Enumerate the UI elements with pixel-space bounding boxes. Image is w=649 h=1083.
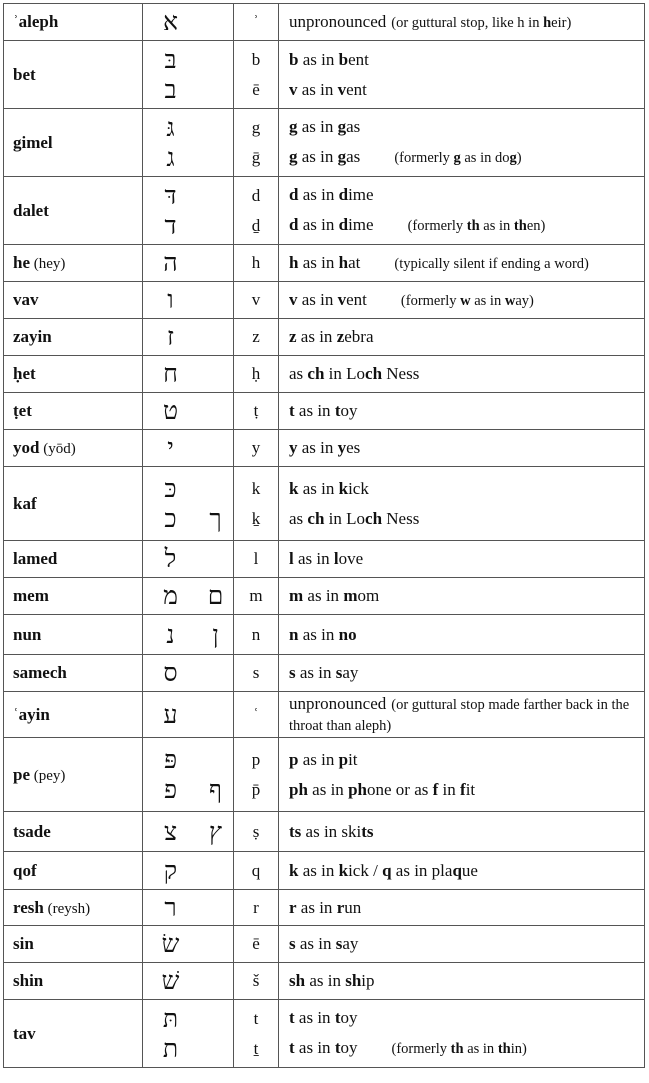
hebrew-alphabet-table — [3, 3, 645, 1068]
letter-name: mem — [13, 586, 49, 605]
pronunciation-line — [289, 745, 644, 775]
transliteration: ḥ — [251, 364, 261, 383]
hebrew-glyph-cell — [143, 615, 234, 655]
pronunciation-cell — [279, 282, 645, 319]
letter-name-cell — [4, 356, 143, 393]
transliteration-cell — [234, 738, 279, 812]
transliteration: d — [251, 185, 261, 205]
letter-name-cell — [4, 393, 143, 430]
letter-name-cell — [4, 245, 143, 282]
hebrew-glyph-cell — [143, 692, 234, 738]
pronunciation-note: (typically silent if ending a word) — [394, 255, 589, 272]
table-row — [4, 319, 645, 356]
pronunciation-line — [289, 625, 644, 645]
transliteration-cell — [234, 467, 279, 541]
letter-name: lamed — [13, 549, 58, 568]
letter-name-cell — [4, 109, 143, 177]
hebrew-letter: ת — [162, 1033, 179, 1063]
letter-name: tsade — [13, 821, 51, 841]
hebrew-letter: כּ — [164, 473, 177, 503]
letter-name-cell — [4, 655, 143, 692]
hebrew-letter: נ — [166, 619, 175, 649]
transliteration-cell — [234, 852, 279, 890]
hebrew-glyph-cell — [143, 812, 234, 852]
pronunciation-cell — [279, 812, 645, 852]
pronunciation-text: sh as in ship — [289, 971, 375, 990]
hebrew-glyph-cell — [143, 356, 234, 393]
table-row — [4, 393, 645, 430]
pronunciation-text: r as in run — [289, 897, 362, 917]
transliteration: ʾ — [253, 12, 259, 31]
transliteration-cell — [234, 319, 279, 356]
pronunciation-cell — [279, 393, 645, 430]
transliteration: t — [253, 1008, 259, 1028]
table-row — [4, 578, 645, 615]
hebrew-letter: פ — [163, 774, 178, 804]
pronunciation-line — [289, 210, 644, 241]
pronunciation-text: d as in dime — [289, 215, 374, 234]
letter-name: qof — [13, 860, 37, 880]
pronunciation-line — [289, 112, 644, 142]
table-row — [4, 692, 645, 738]
transliteration-cell — [234, 655, 279, 692]
letter-name-cell — [4, 692, 143, 738]
letter-name: yod — [13, 438, 40, 457]
table-row — [4, 541, 645, 578]
pronunciation-cell — [279, 963, 645, 1000]
table-row — [4, 812, 645, 852]
transliteration: s — [252, 663, 260, 682]
transliteration: ṭ — [253, 401, 259, 420]
pronunciation-line — [289, 694, 644, 736]
pronunciation-cell — [279, 655, 645, 692]
pronunciation-text: as ch in Loch Ness — [289, 364, 420, 383]
hebrew-letter: שׁ — [161, 966, 180, 995]
letter-name-cell — [4, 812, 143, 852]
letter-name-cell — [4, 1000, 143, 1068]
hebrew-letter: ר — [164, 892, 177, 922]
letter-name: resh — [13, 897, 44, 917]
transliteration-cell — [234, 245, 279, 282]
pronunciation-text: z as in zebra — [289, 327, 374, 346]
pronunciation-line — [289, 75, 644, 105]
letter-name: sin — [13, 934, 34, 953]
hebrew-letter: דּ — [164, 180, 177, 210]
hebrew-glyph-cell — [143, 926, 234, 963]
letter-name: gimel — [13, 132, 53, 152]
hebrew-letter: ל — [164, 544, 177, 573]
transliteration-cell — [234, 926, 279, 963]
letter-name: zayin — [13, 327, 52, 346]
hebrew-letter: כ — [164, 503, 177, 533]
transliteration-cell — [234, 963, 279, 1000]
pronunciation-cell — [279, 319, 645, 356]
letter-name-cell — [4, 738, 143, 812]
table-row — [4, 282, 645, 319]
pronunciation-text: g as in gas — [289, 117, 361, 136]
letter-name-cell — [4, 541, 143, 578]
pronunciation-line — [289, 253, 644, 274]
transliteration-cell — [234, 578, 279, 615]
transliteration-cell — [234, 890, 279, 926]
letter-name: ṭet — [13, 401, 32, 420]
pronunciation-cell — [279, 356, 645, 393]
hebrew-glyph-cell — [143, 1000, 234, 1068]
pronunciation-text: s as in say — [289, 934, 359, 953]
hebrew-glyph-cell — [143, 177, 234, 245]
hebrew-letter: א — [162, 7, 178, 36]
hebrew-letter: ו — [167, 285, 174, 314]
pronunciation-line — [289, 898, 644, 918]
letter-name-alt: (pey) — [30, 767, 66, 784]
table-row — [4, 655, 645, 692]
pronunciation-text: p as in pit — [289, 749, 358, 769]
table-row — [4, 41, 645, 109]
hebrew-glyph-cell — [143, 393, 234, 430]
pronunciation-text: k as in kick / q as in plaque — [289, 860, 478, 880]
transliteration-cell — [234, 812, 279, 852]
table-row — [4, 852, 645, 890]
hebrew-letter: פּ — [163, 744, 178, 774]
pronunciation-text: n as in no — [289, 624, 357, 644]
pronunciation-cell — [279, 245, 645, 282]
transliteration-cell — [234, 177, 279, 245]
letter-name: ʾaleph — [13, 12, 59, 31]
pronunciation-text: h as in hat — [289, 252, 361, 272]
pronunciation-line — [289, 364, 644, 384]
pronunciation-note: (formerly g as in dog) — [394, 150, 522, 166]
pronunciation-cell — [279, 541, 645, 578]
hebrew-letter: ס — [163, 658, 178, 687]
pronunciation-text: k as in kick — [289, 478, 369, 498]
transliteration: ṣ — [252, 821, 260, 841]
pronunciation-cell — [279, 177, 645, 245]
transliteration: ṯ — [253, 1038, 259, 1058]
pronunciation-line — [289, 12, 644, 33]
letter-name: tav — [13, 1023, 36, 1043]
letter-name-cell — [4, 41, 143, 109]
letter-name-cell — [4, 4, 143, 41]
letter-name: bet — [13, 64, 36, 84]
transliteration: ʿ — [253, 704, 259, 724]
hebrew-glyph-cell — [143, 890, 234, 926]
pronunciation-text: as ch in Loch Ness — [289, 508, 420, 528]
table-row — [4, 926, 645, 963]
hebrew-letter: ב — [164, 74, 177, 104]
transliteration-cell — [234, 692, 279, 738]
pronunciation-line — [289, 401, 644, 421]
hebrew-final-form: ך — [209, 503, 222, 533]
pronunciation-text: unpronounced — [289, 11, 387, 31]
hebrew-glyph-cell — [143, 430, 234, 467]
table-row — [4, 963, 645, 1000]
letter-name-alt: (reysh) — [43, 900, 91, 917]
pronunciation-text: d as in dime — [289, 185, 374, 204]
letter-name-cell — [4, 615, 143, 655]
hebrew-glyph-cell — [143, 655, 234, 692]
hebrew-glyph-cell — [143, 578, 234, 615]
letter-name: he — [13, 253, 30, 272]
transliteration-cell — [234, 4, 279, 41]
pronunciation-cell — [279, 109, 645, 177]
pronunciation-text: ph as in phone or as f in fit — [289, 779, 476, 799]
letter-name-cell — [4, 852, 143, 890]
hebrew-letter: גּ — [166, 112, 175, 142]
hebrew-final-form: ץ — [208, 816, 223, 846]
table-body — [4, 4, 645, 1068]
hebrew-letter: ה — [163, 248, 178, 277]
hebrew-glyph-cell — [143, 319, 234, 356]
table-row — [4, 615, 645, 655]
letter-name-cell — [4, 578, 143, 615]
hebrew-glyph-cell — [143, 41, 234, 109]
hebrew-final-form: ן — [212, 619, 219, 649]
pronunciation-cell — [279, 1000, 645, 1068]
pronunciation-line — [289, 180, 644, 210]
pronunciation-note: (formerly th as in thin) — [391, 1041, 527, 1057]
pronunciation-text: y as in yes — [289, 438, 361, 457]
table-row — [4, 109, 645, 177]
transliteration: m — [249, 586, 263, 605]
pronunciation-text: unpronounced — [289, 693, 387, 713]
table-row — [4, 245, 645, 282]
letter-name: samech — [13, 663, 67, 682]
transliteration-cell — [234, 393, 279, 430]
pronunciation-cell — [279, 926, 645, 963]
letter-name-cell — [4, 319, 143, 356]
pronunciation-cell — [279, 430, 645, 467]
pronunciation-text: g as in gas — [289, 147, 361, 166]
pronunciation-line — [289, 45, 644, 75]
transliteration: h — [251, 253, 261, 272]
transliteration-cell — [234, 282, 279, 319]
transliteration: y — [251, 438, 261, 457]
pronunciation-line — [289, 1003, 644, 1033]
hebrew-final-form: ם — [207, 581, 224, 610]
hebrew-glyph-cell — [143, 282, 234, 319]
transliteration: l — [253, 549, 259, 568]
letter-name: kaf — [13, 493, 37, 513]
letter-name-cell — [4, 282, 143, 319]
pronunciation-line — [289, 549, 644, 569]
hebrew-letter: ד — [164, 210, 177, 240]
pronunciation-text: t as in toy — [289, 401, 358, 420]
hebrew-letter: ג — [166, 142, 175, 172]
hebrew-final-form: ף — [209, 774, 222, 804]
hebrew-letter: ק — [163, 855, 178, 885]
hebrew-letter: מ — [163, 581, 178, 610]
letter-name-cell — [4, 926, 143, 963]
hebrew-letter: ח — [163, 359, 178, 388]
transliteration-cell — [234, 430, 279, 467]
transliteration: ḵ — [251, 508, 261, 528]
letter-name: ḥet — [13, 364, 36, 383]
table-row — [4, 1000, 645, 1068]
table-row — [4, 430, 645, 467]
pronunciation-line — [289, 142, 644, 173]
letter-name: vav — [13, 290, 39, 309]
transliteration: q — [251, 860, 261, 880]
pronunciation-text: ts as in skits — [289, 821, 374, 841]
table-row — [4, 738, 645, 812]
hebrew-glyph-cell — [143, 963, 234, 1000]
pronunciation-note: (or guttural stop, like h in heir) — [391, 14, 572, 31]
hebrew-glyph-cell — [143, 245, 234, 282]
hebrew-glyph-cell — [143, 467, 234, 541]
pronunciation-cell — [279, 615, 645, 655]
table-row — [4, 890, 645, 926]
pronunciation-line — [289, 1033, 644, 1064]
letter-name-cell — [4, 177, 143, 245]
pronunciation-note: (formerly w as in way) — [400, 292, 534, 309]
transliteration: ḡ — [251, 147, 261, 167]
pronunciation-line — [289, 775, 644, 805]
hebrew-glyph-cell — [143, 541, 234, 578]
hebrew-glyph-cell — [143, 852, 234, 890]
transliteration: g — [251, 117, 261, 137]
transliteration: ē — [252, 934, 260, 953]
pronunciation-line — [289, 290, 644, 311]
pronunciation-line — [289, 861, 644, 881]
letter-name-cell — [4, 890, 143, 926]
pronunciation-line — [289, 934, 644, 954]
hebrew-letter: שׂ — [161, 929, 180, 958]
letter-name: ʿayin — [13, 704, 50, 724]
table-row — [4, 4, 645, 41]
table-row — [4, 356, 645, 393]
pronunciation-text: l as in love — [289, 549, 364, 568]
pronunciation-text: t as in toy — [289, 1008, 358, 1027]
transliteration: b — [251, 49, 261, 69]
hebrew-letter: ט — [162, 396, 179, 425]
pronunciation-line — [289, 474, 644, 504]
table-row — [4, 467, 645, 541]
pronunciation-cell — [279, 890, 645, 926]
pronunciation-cell — [279, 852, 645, 890]
pronunciation-line — [289, 822, 644, 842]
pronunciation-cell — [279, 4, 645, 41]
transliteration: r — [253, 897, 259, 917]
letter-name: dalet — [13, 200, 49, 220]
transliteration-cell — [234, 41, 279, 109]
hebrew-glyph-cell — [143, 4, 234, 41]
transliteration: ē — [252, 79, 260, 99]
transliteration: p — [251, 749, 261, 769]
hebrew-letter: תּ — [162, 1003, 179, 1033]
letter-name-alt: (yōd) — [39, 441, 76, 457]
pronunciation-line — [289, 663, 644, 683]
transliteration: ḏ — [251, 215, 261, 235]
pronunciation-text: v as in vent — [289, 289, 367, 309]
pronunciation-line — [289, 586, 644, 606]
table-row — [4, 177, 645, 245]
transliteration: n — [251, 624, 261, 644]
pronunciation-line — [289, 971, 644, 991]
letter-name: shin — [13, 971, 44, 990]
transliteration: v — [251, 290, 261, 309]
pronunciation-text: v as in vent — [289, 79, 367, 99]
transliteration: z — [252, 327, 260, 346]
pronunciation-note: (or guttural stop made farther back in the throat than aleph) — [289, 696, 630, 734]
pronunciation-cell — [279, 467, 645, 541]
pronunciation-line — [289, 327, 644, 347]
pronunciation-cell — [279, 692, 645, 738]
hebrew-letter: י — [167, 433, 174, 462]
letter-name-cell — [4, 467, 143, 541]
pronunciation-text: m as in mom — [289, 586, 380, 605]
hebrew-letter: ז — [167, 322, 174, 351]
letter-name-cell — [4, 963, 143, 1000]
letter-name: nun — [13, 624, 42, 644]
letter-name-cell — [4, 430, 143, 467]
transliteration: š — [252, 971, 260, 990]
transliteration-cell — [234, 615, 279, 655]
transliteration-cell — [234, 1000, 279, 1068]
transliteration-cell — [234, 356, 279, 393]
pronunciation-text: s as in say — [289, 663, 359, 682]
hebrew-letter: ע — [163, 699, 178, 729]
letter-name-alt: (hey) — [30, 256, 66, 272]
pronunciation-text: b as in bent — [289, 49, 369, 69]
hebrew-letter: בּ — [164, 44, 177, 74]
transliteration: k — [251, 478, 261, 498]
pronunciation-note: (formerly th as in then) — [407, 218, 546, 234]
hebrew-glyph-cell — [143, 109, 234, 177]
hebrew-glyph-cell — [143, 738, 234, 812]
transliteration: p̄ — [251, 779, 261, 799]
hebrew-letter: צ — [163, 816, 178, 846]
pronunciation-cell — [279, 41, 645, 109]
letter-name: pe — [13, 764, 30, 784]
transliteration-cell — [234, 541, 279, 578]
pronunciation-cell — [279, 738, 645, 812]
pronunciation-line — [289, 504, 644, 534]
pronunciation-text: t as in toy — [289, 1038, 358, 1057]
pronunciation-cell — [279, 578, 645, 615]
pronunciation-line — [289, 438, 644, 458]
transliteration-cell — [234, 109, 279, 177]
